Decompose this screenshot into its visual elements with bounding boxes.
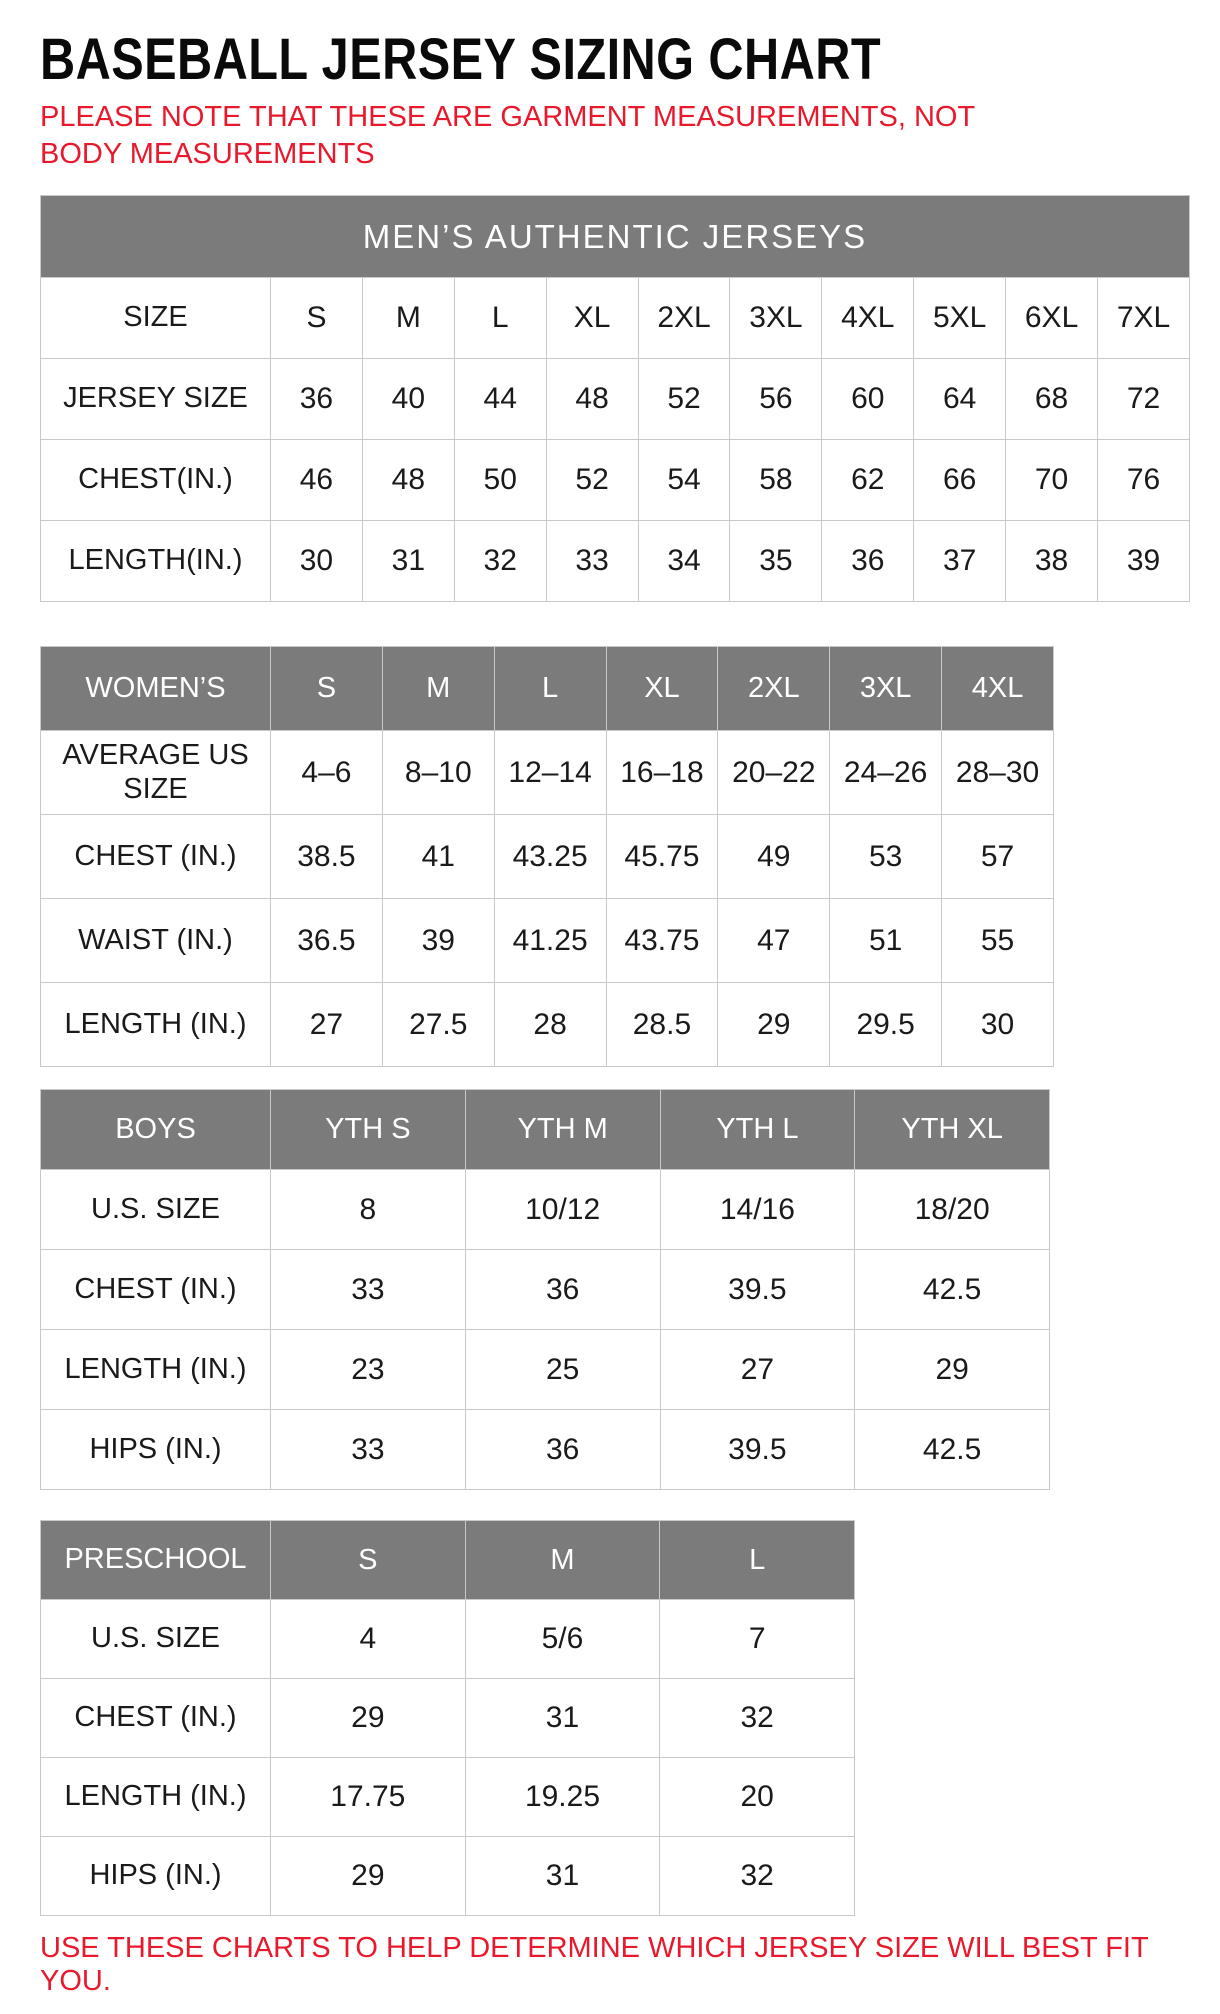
boys-column-header-yth-xl: YTH XL <box>855 1090 1050 1170</box>
table-cell: 12–14 <box>494 731 606 815</box>
table-cell: 20 <box>660 1758 855 1837</box>
row-label: AVERAGE US SIZE <box>41 731 271 815</box>
preschool-row-chest-in <box>41 1679 855 1758</box>
boys-sizing-table <box>40 1089 1050 1490</box>
table-cell: 38 <box>1006 521 1098 602</box>
table-cell: 32 <box>660 1837 855 1916</box>
mens-column-header-xl: XL <box>546 278 638 359</box>
table-cell: 72 <box>1098 359 1190 440</box>
table-cell: 38.5 <box>271 815 383 899</box>
row-label: CHEST (IN.) <box>41 815 271 899</box>
table-cell: 28–30 <box>942 731 1054 815</box>
row-label: HIPS (IN.) <box>41 1410 271 1490</box>
preschool-row-hips-in <box>41 1837 855 1916</box>
table-cell: 4–6 <box>271 731 383 815</box>
row-label: WAIST (IN.) <box>41 899 271 983</box>
table-cell: 50 <box>454 440 546 521</box>
table-cell: 76 <box>1098 440 1190 521</box>
table-cell: 36.5 <box>271 899 383 983</box>
table-cell: 58 <box>730 440 822 521</box>
row-label: LENGTH (IN.) <box>41 983 271 1067</box>
table-cell: 24–26 <box>830 731 942 815</box>
table-cell: 39.5 <box>660 1410 855 1490</box>
tables-container <box>40 195 1190 1916</box>
womens-header-row <box>41 647 1054 731</box>
table-cell: 42.5 <box>855 1410 1050 1490</box>
table-cell: 49 <box>718 815 830 899</box>
mens-table-title: MEN’S AUTHENTIC JERSEYS <box>41 196 1190 278</box>
mens-column-header-5xl: 5XL <box>914 278 1006 359</box>
mens-sizing-table <box>40 195 1190 602</box>
table-cell: 44 <box>454 359 546 440</box>
table-cell: 70 <box>1006 440 1098 521</box>
row-label: HIPS (IN.) <box>41 1837 271 1916</box>
table-cell: 32 <box>454 521 546 602</box>
table-cell: 29 <box>718 983 830 1067</box>
row-label: U.S. SIZE <box>41 1600 271 1679</box>
mens-column-header-2xl: 2XL <box>638 278 730 359</box>
table-cell: 29 <box>271 1679 466 1758</box>
table-cell: 8 <box>271 1170 466 1250</box>
table-cell: 14/16 <box>660 1170 855 1250</box>
table-cell: 62 <box>822 440 914 521</box>
mens-column-header-4xl: 4XL <box>822 278 914 359</box>
table-cell: 23 <box>271 1330 466 1410</box>
mens-column-header-7xl: 7XL <box>1098 278 1190 359</box>
preschool-header-row <box>41 1521 855 1600</box>
boys-header-row <box>41 1090 1050 1170</box>
table-cell: 43.25 <box>494 815 606 899</box>
womens-row-length-in <box>41 983 1054 1067</box>
womens-row-waist-in <box>41 899 1054 983</box>
row-label: LENGTH(IN.) <box>41 521 271 602</box>
womens-column-header-2xl: 2XL <box>718 647 830 731</box>
preschool-row-length-in <box>41 1758 855 1837</box>
table-cell: 68 <box>1006 359 1098 440</box>
row-label: CHEST(IN.) <box>41 440 271 521</box>
table-cell: 29.5 <box>830 983 942 1067</box>
table-cell: 47 <box>718 899 830 983</box>
table-cell: 39 <box>382 899 494 983</box>
womens-row-average-us-size <box>41 731 1054 815</box>
table-cell: 54 <box>638 440 730 521</box>
table-cell: 41 <box>382 815 494 899</box>
table-cell: 36 <box>822 521 914 602</box>
table-cell: 36 <box>465 1250 660 1330</box>
table-cell: 20–22 <box>718 731 830 815</box>
preschool-column-header-m: M <box>465 1521 660 1600</box>
row-label: LENGTH (IN.) <box>41 1758 271 1837</box>
table-cell: 30 <box>271 521 363 602</box>
table-cell: 25 <box>465 1330 660 1410</box>
table-cell: 4 <box>271 1600 466 1679</box>
table-cell: 36 <box>465 1410 660 1490</box>
table-cell: 52 <box>546 440 638 521</box>
table-cell: 46 <box>271 440 363 521</box>
table-cell: 32 <box>660 1679 855 1758</box>
mens-row-jersey-size <box>41 359 1190 440</box>
mens-title-row <box>41 196 1190 278</box>
womens-column-header-xl: XL <box>606 647 718 731</box>
table-cell: 27.5 <box>382 983 494 1067</box>
page-title: BASEBALL JERSEY SIZING CHART <box>40 27 882 92</box>
row-label: CHEST (IN.) <box>41 1250 271 1330</box>
table-cell: 41.25 <box>494 899 606 983</box>
mens-column-header-m: M <box>362 278 454 359</box>
boys-row-hips-in <box>41 1410 1050 1490</box>
table-cell: 34 <box>638 521 730 602</box>
table-cell: 28 <box>494 983 606 1067</box>
table-cell: 64 <box>914 359 1006 440</box>
table-cell: 60 <box>822 359 914 440</box>
boys-column-header-yth-l: YTH L <box>660 1090 855 1170</box>
preschool-header-label: PRESCHOOL <box>41 1521 271 1600</box>
table-cell: 53 <box>830 815 942 899</box>
womens-column-header-l: L <box>494 647 606 731</box>
boys-column-header-yth-m: YTH M <box>465 1090 660 1170</box>
row-label: JERSEY SIZE <box>41 359 271 440</box>
mens-row-chest-in <box>41 440 1190 521</box>
table-cell: 36 <box>271 359 363 440</box>
row-label: U.S. SIZE <box>41 1170 271 1250</box>
table-cell: 29 <box>271 1837 466 1916</box>
boys-column-header-yth-s: YTH S <box>271 1090 466 1170</box>
womens-column-header-3xl: 3XL <box>830 647 942 731</box>
table-cell: 18/20 <box>855 1170 1050 1250</box>
table-cell: 33 <box>271 1250 466 1330</box>
table-cell: 16–18 <box>606 731 718 815</box>
table-cell: 43.75 <box>606 899 718 983</box>
mens-row-length-in <box>41 521 1190 602</box>
table-cell: 29 <box>855 1330 1050 1410</box>
mens-header-row <box>41 278 1190 359</box>
table-cell: 52 <box>638 359 730 440</box>
mens-column-header-l: L <box>454 278 546 359</box>
mens-column-header-3xl: 3XL <box>730 278 822 359</box>
boys-header-label: BOYS <box>41 1090 271 1170</box>
table-cell: 27 <box>271 983 383 1067</box>
preschool-column-header-s: S <box>271 1521 466 1600</box>
table-cell: 66 <box>914 440 1006 521</box>
table-cell: 7 <box>660 1600 855 1679</box>
table-cell: 33 <box>546 521 638 602</box>
garment-measurement-note: PLEASE NOTE THAT THESE ARE GARMENT MEASUREMENTS, NOT BODY MEASUREMENTS <box>40 100 975 170</box>
table-cell: 31 <box>465 1837 660 1916</box>
table-cell: 33 <box>271 1410 466 1490</box>
mens-header-label: SIZE <box>41 278 271 359</box>
table-cell: 31 <box>465 1679 660 1758</box>
table-cell: 19.25 <box>465 1758 660 1837</box>
table-cell: 45.75 <box>606 815 718 899</box>
table-cell: 39.5 <box>660 1250 855 1330</box>
womens-column-header-m: M <box>382 647 494 731</box>
table-cell: 5/6 <box>465 1600 660 1679</box>
womens-column-header-4xl: 4XL <box>942 647 1054 731</box>
preschool-sizing-table <box>40 1520 855 1916</box>
table-cell: 42.5 <box>855 1250 1050 1330</box>
preschool-column-header-l: L <box>660 1521 855 1600</box>
boys-row-chest-in <box>41 1250 1050 1330</box>
table-cell: 56 <box>730 359 822 440</box>
table-cell: 51 <box>830 899 942 983</box>
mens-column-header-6xl: 6XL <box>1006 278 1098 359</box>
womens-row-chest-in <box>41 815 1054 899</box>
table-cell: 48 <box>362 440 454 521</box>
footer-note: USE THESE CHARTS TO HELP DETERMINE WHICH JERSEY SIZE WILL BEST FIT YOU. <box>40 1932 1149 1998</box>
table-cell: 40 <box>362 359 454 440</box>
table-cell: 37 <box>914 521 1006 602</box>
table-cell: 17.75 <box>271 1758 466 1837</box>
mens-column-header-s: S <box>271 278 363 359</box>
row-label: CHEST (IN.) <box>41 1679 271 1758</box>
row-label: LENGTH (IN.) <box>41 1330 271 1410</box>
table-cell: 8–10 <box>382 731 494 815</box>
table-cell: 10/12 <box>465 1170 660 1250</box>
boys-row-u-s-size <box>41 1170 1050 1250</box>
womens-sizing-table <box>40 646 1054 1067</box>
womens-column-header-s: S <box>271 647 383 731</box>
table-cell: 27 <box>660 1330 855 1410</box>
table-cell: 57 <box>942 815 1054 899</box>
table-cell: 48 <box>546 359 638 440</box>
preschool-row-u-s-size <box>41 1600 855 1679</box>
table-cell: 28.5 <box>606 983 718 1067</box>
table-cell: 55 <box>942 899 1054 983</box>
table-cell: 35 <box>730 521 822 602</box>
table-cell: 39 <box>1098 521 1190 602</box>
boys-row-length-in <box>41 1330 1050 1410</box>
table-cell: 31 <box>362 521 454 602</box>
womens-header-label: WOMEN’S <box>41 647 271 731</box>
table-cell: 30 <box>942 983 1054 1067</box>
